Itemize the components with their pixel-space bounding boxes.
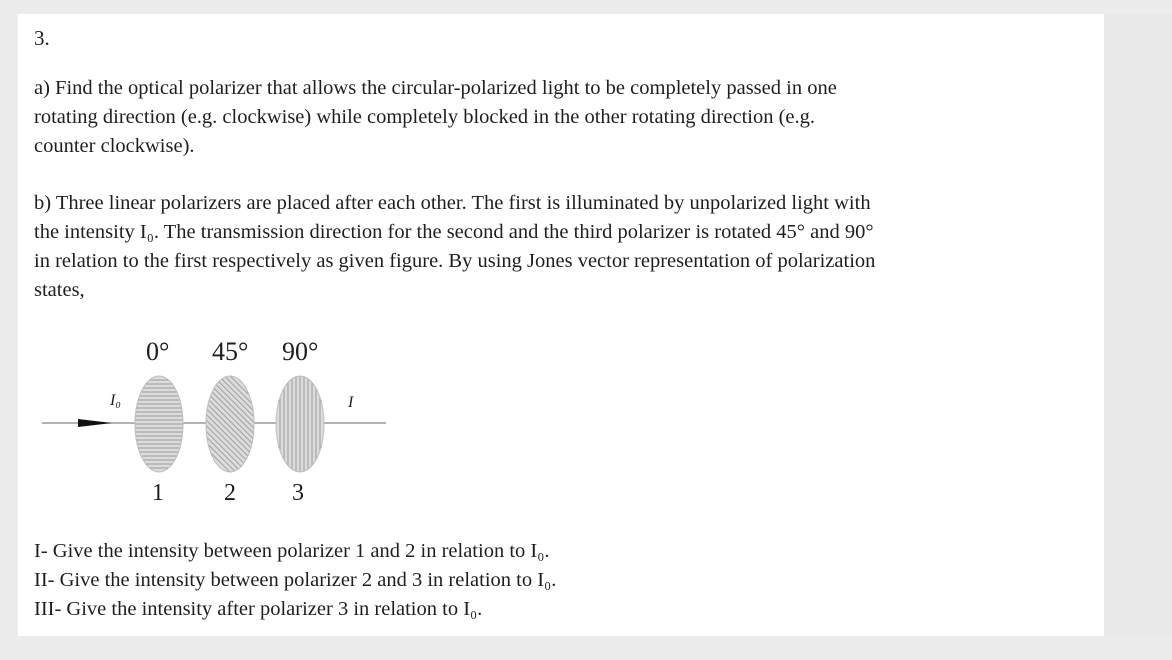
part-b-line: states, [34,279,85,301]
part-b-line: in relation to the first respectively as given figure. By using Jones vector representation of polarization [34,250,876,272]
side-margin [1104,14,1172,636]
problem-number: 3. [34,26,50,50]
angle-label-0: 0° [146,337,170,366]
angle-label-45: 45° [212,337,249,366]
polarizer-2 [206,376,254,472]
output-intensity-label: I [348,394,354,411]
question-2: II- Give the intensity between polarizer 2 and 3 in relation to I₀. [34,569,557,591]
polarizer-number-3: 3 [292,480,304,506]
part-b-line: b) Three linear polarizers are placed after each other. The first is illuminated by unpolarized light with [34,192,871,214]
polarizer-number-2: 2 [224,480,236,506]
angle-label-90: 90° [282,337,319,366]
polarizer-number-1: 1 [152,480,164,506]
polarizer-1 [135,376,183,472]
question-1: I- Give the intensity between polarizer 1 and 2 in relation to I₀. [34,540,550,562]
part-a-line: counter clockwise). [34,135,195,157]
polarizer-3 [276,376,324,472]
question-3: III- Give the intensity after polarizer 3 in relation to I₀. [34,598,483,620]
part-a-line: a) Find the optical polarizer that allows the circular-polarized light to be completely passed in one [34,77,837,99]
part-b-line: the intensity I₀. The transmission direction for the second and the third polarizer is rotated 45° and 90° [34,221,874,243]
input-arrow-icon [78,419,112,427]
part-a-line: rotating direction (e.g. clockwise) while completely blocked in the other rotating direction (e.g. [34,106,816,128]
problem-page [18,14,1104,636]
input-intensity-label: I₀ [110,392,121,409]
bottom-margin [0,636,1172,660]
